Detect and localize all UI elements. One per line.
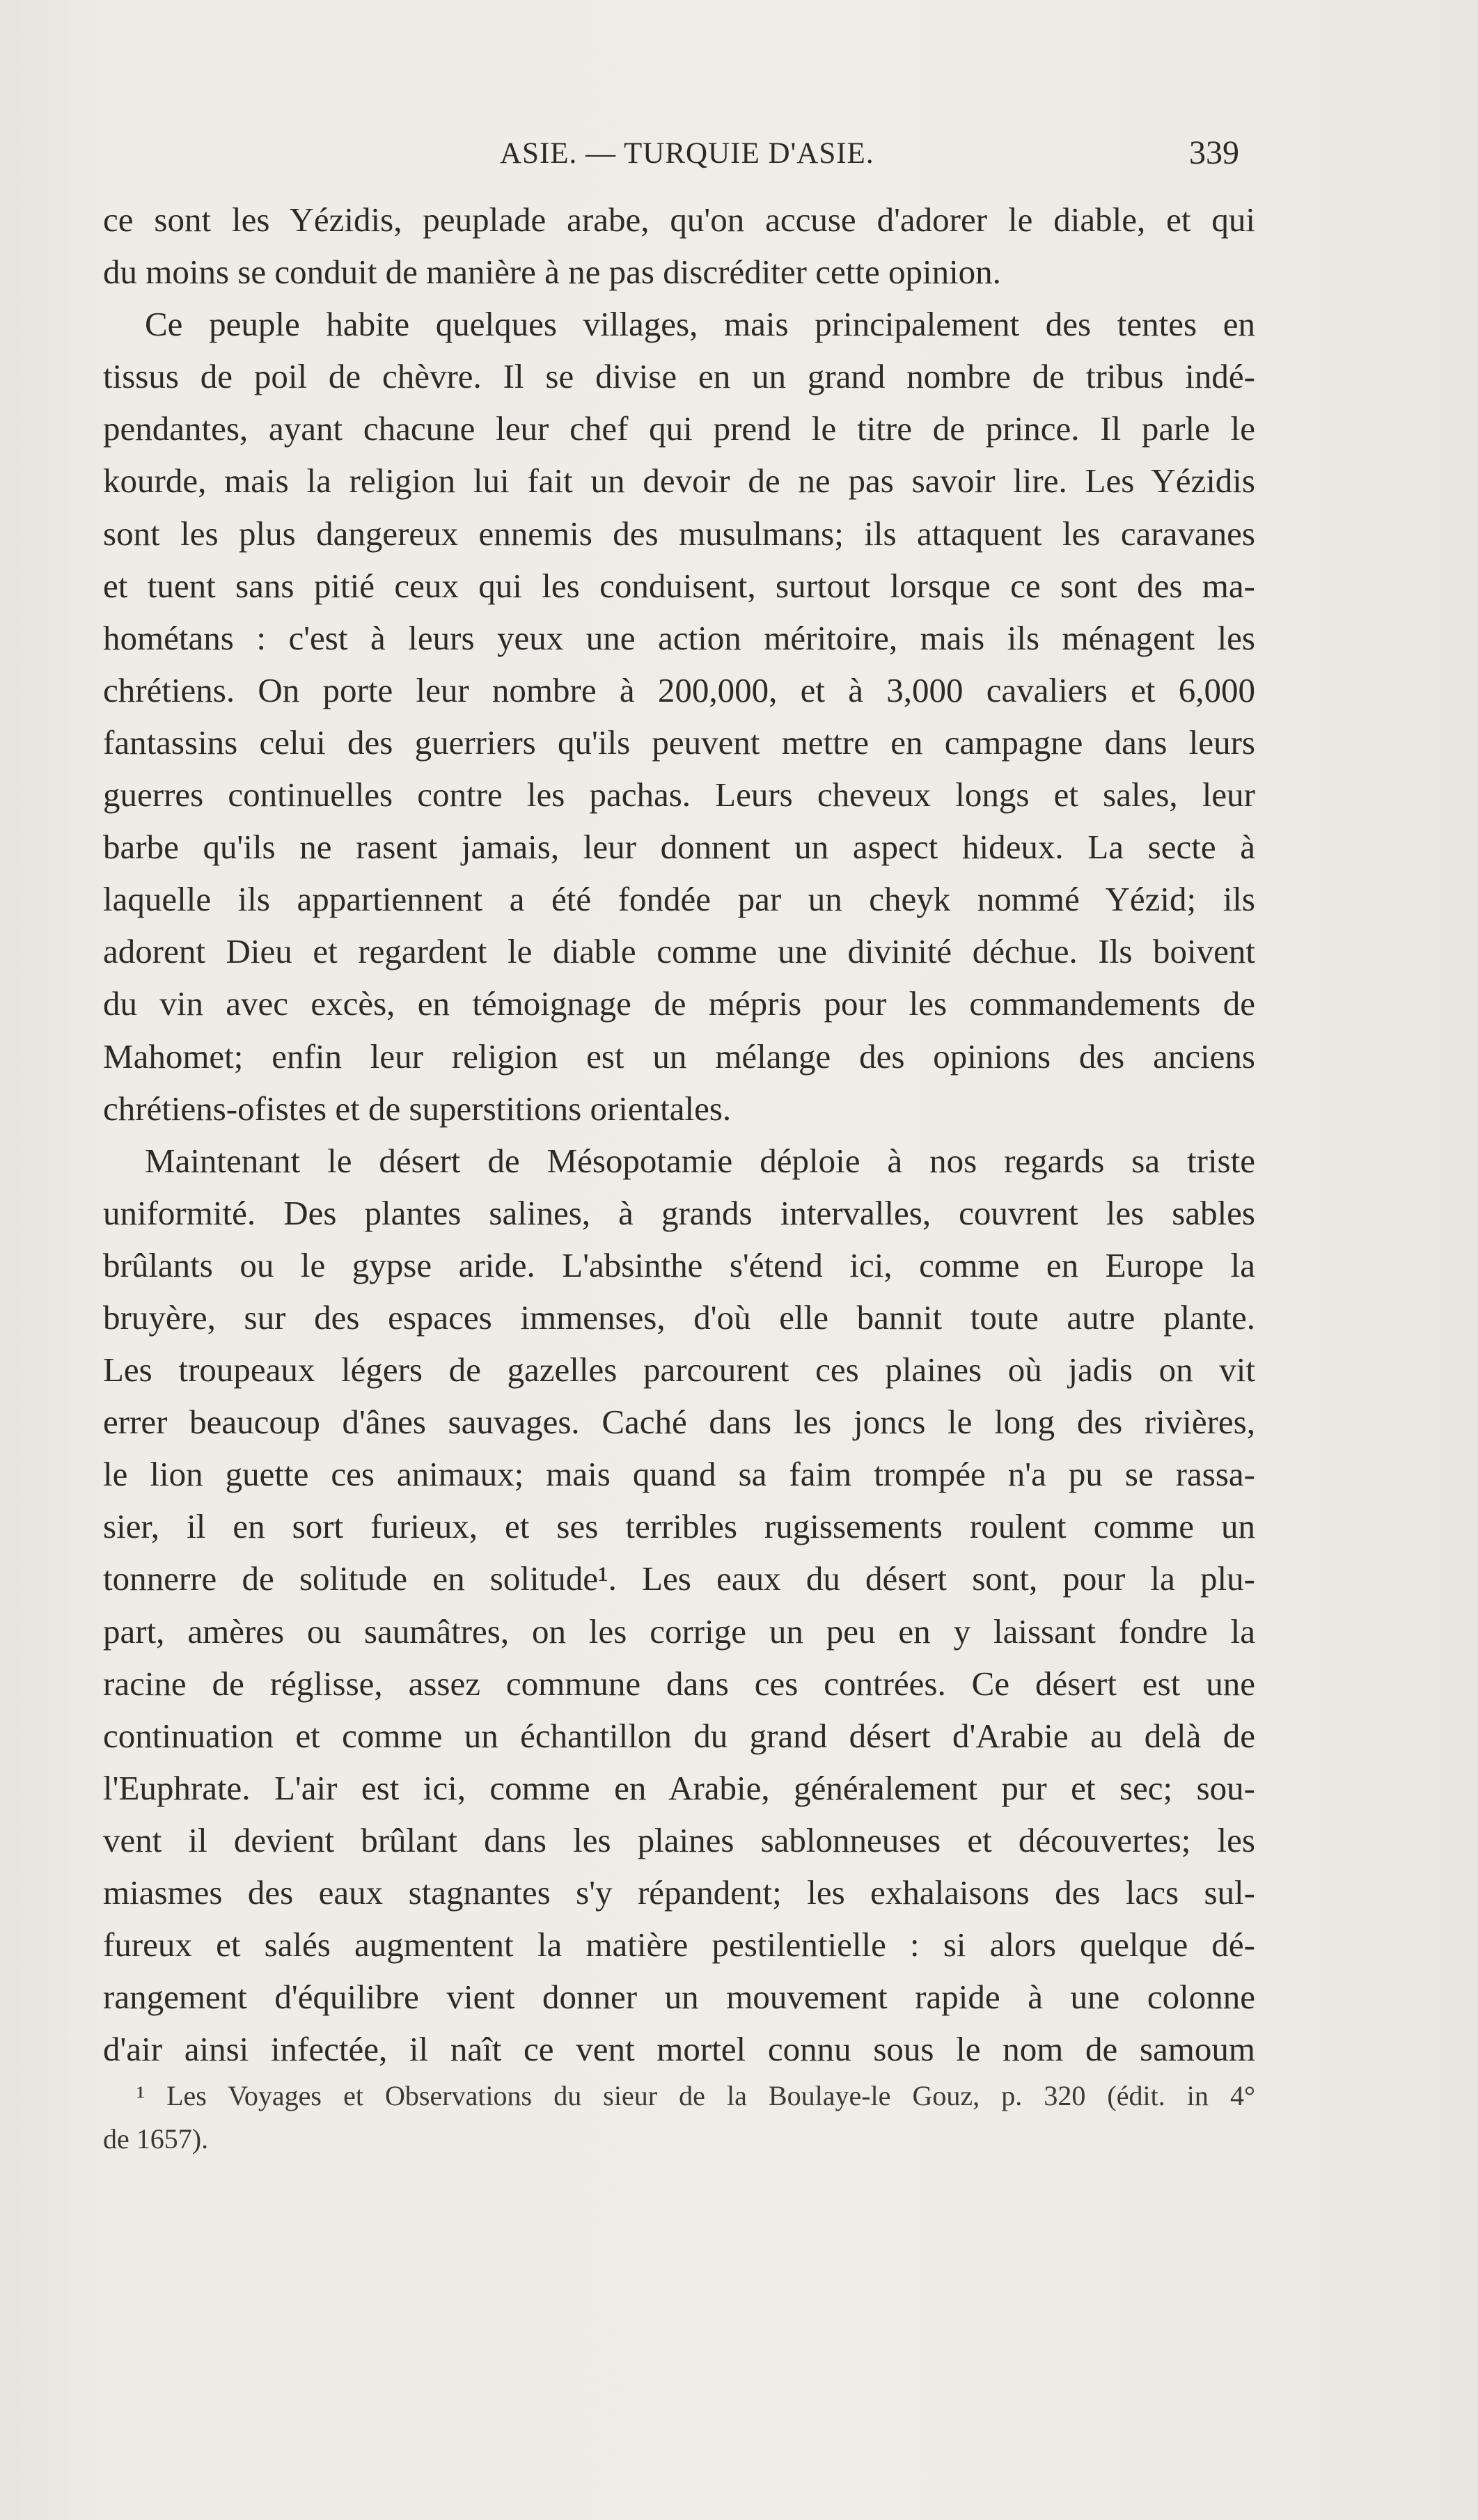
running-head bbox=[0, 136, 1478, 178]
text-line: kourde, mais la religion lui fait un devoir de ne pas savoir lire. Les Yézidis bbox=[103, 462, 1255, 501]
text-line: uniformité. Des plantes salines, à grands intervalles, couvrent les sables bbox=[103, 1193, 1255, 1232]
text-line: fureux et salés augmentent la matière pestilentielle : si alors quelque dé- bbox=[103, 1926, 1255, 1964]
text-line: d'air ainsi infectée, il naît ce vent mortel connu sous le nom de samoum bbox=[103, 2030, 1255, 2069]
text-line: brûlants ou le gypse aride. L'absinthe s'étend ici, comme en Europe la bbox=[103, 1245, 1255, 1284]
text-line: tissus de poil de chèvre. Il se divise en un grand nombre de tribus indé- bbox=[103, 357, 1255, 396]
text-line: sont les plus dangereux ennemis des musulmans; ils attaquent les caravanes bbox=[103, 514, 1255, 553]
text-line: tonnerre de solitude en solitude¹. Les eaux du désert sont, pour la plu- bbox=[103, 1559, 1255, 1598]
text-line: le lion guette ces animaux; mais quand sa faim trompée n'a pu se rassa- bbox=[103, 1455, 1255, 1494]
text-line: l'Euphrate. L'air est ici, comme en Arabie, généralement pur et sec; sou- bbox=[103, 1768, 1255, 1807]
text-line: Ce peuple habite quelques villages, mais principalement des tentes en bbox=[145, 305, 1255, 344]
text-line: du moins se conduit de manière à ne pas discréditer cette opinion. bbox=[103, 253, 1001, 292]
body-text bbox=[103, 194, 1255, 2075]
footnote-line: de 1657). bbox=[103, 2123, 209, 2155]
text-line: chrétiens-ofistes et de superstitions orientales. bbox=[103, 1089, 732, 1128]
text-line: rangement d'équilibre vient donner un mouvement rapide à une colonne bbox=[103, 1978, 1255, 2017]
text-line: hométans : c'est à leurs yeux une action méritoire, mais ils ménagent les bbox=[103, 618, 1255, 657]
page-number: 339 bbox=[1189, 134, 1239, 171]
text-line: chrétiens. On porte leur nombre à 200,000, et à 3,000 cavaliers et 6,000 bbox=[103, 670, 1255, 709]
text-line: Maintenant le désert de Mésopotamie déploie à nos regards sa triste bbox=[145, 1141, 1255, 1180]
text-line: continuation et comme un échantillon du grand désert d'Arabie au delà de bbox=[103, 1716, 1255, 1755]
text-line: adorent Dieu et regardent le diable comme une divinité déchue. Ils boivent bbox=[103, 932, 1255, 971]
text-line: pendantes, ayant chacune leur chef qui prend le titre de prince. Il parle le bbox=[103, 409, 1255, 448]
text-line: vent il devient brûlant dans les plaines sablonneuses et découvertes; les bbox=[103, 1820, 1255, 1859]
running-title: ASIE. — TURQUIE D'ASIE. bbox=[500, 137, 874, 170]
text-line: errer beaucoup d'ânes sauvages. Caché dans les joncs le long des rivières, bbox=[103, 1403, 1255, 1442]
footnote-line: ¹ Les Voyages et Observations du sieur de la Boulaye-le Gouz, p. 320 (édit. in 4° bbox=[136, 2080, 1255, 2111]
text-line: ce sont les Yézidis, peuplade arabe, qu'on accuse d'adorer le diable, et qui bbox=[103, 200, 1255, 239]
text-line: laquelle ils appartiennent a été fondée par un cheyk nommé Yézid; ils bbox=[103, 880, 1255, 919]
text-line: bruyère, sur des espaces immenses, d'où elle bannit toute autre plante. bbox=[103, 1298, 1255, 1337]
text-line: Les troupeaux légers de gazelles parcourent ces plaines où jadis on vit bbox=[103, 1350, 1255, 1389]
text-line: du vin avec excès, en témoignage de mépris pour les commandements de bbox=[103, 984, 1255, 1023]
text-line: et tuent sans pitié ceux qui les conduisent, surtout lorsque ce sont des ma- bbox=[103, 566, 1255, 605]
text-line: part, amères ou saumâtres, on les corrige un peu en y laissant fondre la bbox=[103, 1612, 1255, 1651]
text-line: miasmes des eaux stagnantes s'y répandent; les exhalaisons des lacs sul- bbox=[103, 1873, 1255, 1912]
text-line: guerres continuelles contre les pachas. Leurs cheveux longs et sales, leur bbox=[103, 775, 1255, 814]
text-line: racine de réglisse, assez commune dans ces contrées. Ce désert est une bbox=[103, 1664, 1255, 1703]
footnote bbox=[103, 2074, 1255, 2161]
text-line: fantassins celui des guerriers qu'ils peuvent mettre en campagne dans leurs bbox=[103, 723, 1255, 762]
text-line: barbe qu'ils ne rasent jamais, leur donnent un aspect hideux. La secte à bbox=[103, 828, 1255, 867]
text-line: sier, il en sort furieux, et ses terribles rugissements roulent comme un bbox=[103, 1507, 1255, 1546]
text-line: Mahomet; enfin leur religion est un mélange des opinions des anciens bbox=[103, 1037, 1255, 1076]
